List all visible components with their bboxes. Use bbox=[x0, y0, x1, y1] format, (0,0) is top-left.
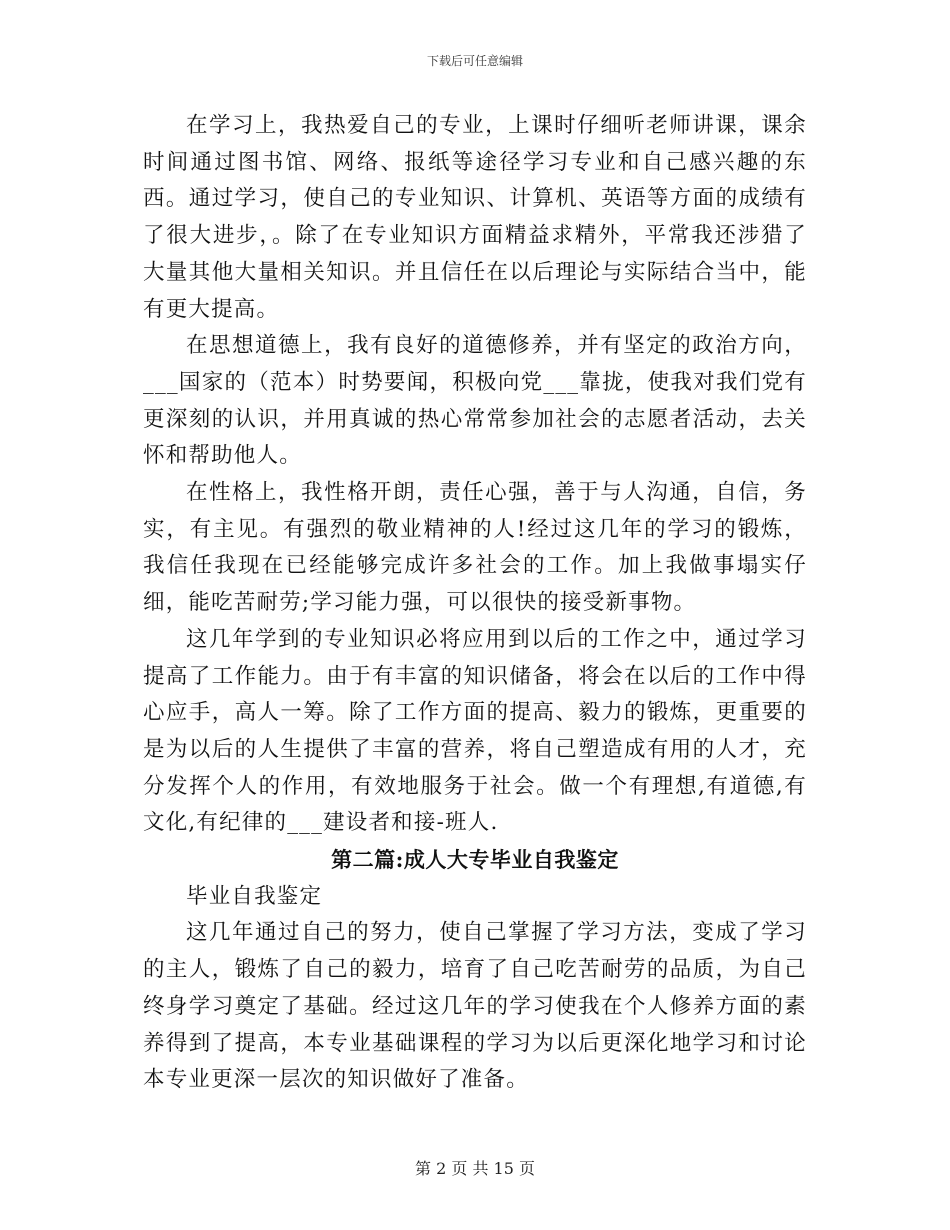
paragraph-personality: 在性格上，我性格开朗，责任心强，善于与人沟通，自信，务实，有主见。有强烈的敬业精神的人!经过这几年的学习的锻炼，我信任我现在已经能够完成许多社会的工作。加上我做事塌实仔细，能吃苦耐劳;学习能力强，可以很快的接受新事物。 bbox=[143, 480, 807, 616]
paragraph-study: 在学习上，我热爱自己的专业，上课时仔细听老师讲课，课余时间通过图书馆、网络、报纸等途径学习专业和自己感兴趣的东西。通过学习，使自己的专业知识、计算机、英语等方面的成绩有了很大进步，。除了在专业知识方面精益求精外，平常我还涉猎了大量其他大量相关知识。并且信任在以后理论与实际结合当中，能有更大提高。 bbox=[143, 113, 807, 322]
page-number: 第 2 页 共 15 页 bbox=[415, 1159, 535, 1178]
paragraph-self-assessment: 这几年通过自己的努力，使自己掌握了学习方法，变成了学习的主人，锻炼了自己的毅力，培育了自己吃苦耐劳的品质，为自己终身学习奠定了基础。经过这几年的学习使我在个人修养方面的素养得到了提高，本专业基础课程的学习为以后更深化地学习和讨论本专业更深一层次的知识做好了准备。 bbox=[143, 920, 807, 1093]
section-subtitle: 毕业自我鉴定 bbox=[186, 883, 323, 909]
document-body bbox=[143, 108, 807, 1099]
section-heading: 第二篇:成人大专毕业自我鉴定 bbox=[331, 847, 619, 873]
page-header: 下载后可任意编辑 bbox=[426, 54, 523, 68]
paragraph-knowledge: 这几年学到的专业知识必将应用到以后的工作之中，通过学习提高了工作能力。由于有丰富的知识储备，将会在以后的工作中得心应手，高人一筹。除了工作方面的提高、毅力的锻炼，更重要的是为以后的人生提供了丰富的营养，将自己塑造成有用的人才，充分发挥个人的作用，有效地服务于社会。做一个有理想,有道德,有文化,有纪律的___建设者和接-班人. bbox=[143, 626, 807, 836]
paragraph-morality: 在思想道德上，我有良好的道德修养，并有坚定的政治方向，___国家的（范本）时势要闻，积极向党___靠拢，使我对我们党有更深刻的认识，并用真诚的热心常常参加社会的志愿者活动，去关怀和帮助他人。 bbox=[143, 333, 807, 469]
